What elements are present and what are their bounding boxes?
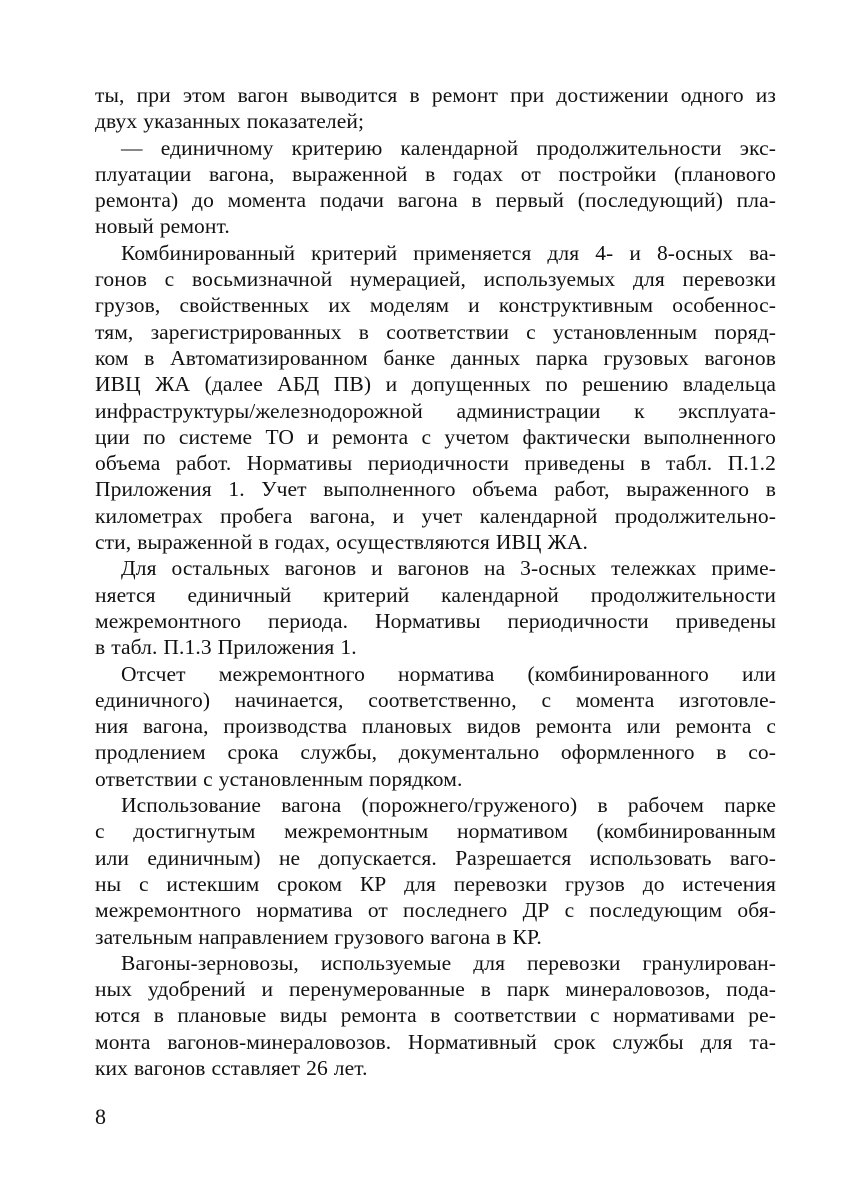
text-line: няется единичный критерий календарной продолжительности <box>95 582 776 607</box>
text-line: ных удобрений и перенумерованные в парк минераловозов, пода- <box>95 977 776 1002</box>
text-line: гонов с восьмизначной нумерацией, используемых для перевозки <box>95 267 776 292</box>
text-line: плуатации вагона, выраженной в годах от постройки (планового <box>95 161 776 186</box>
text-line: Отсчет межремонтного норматива (комбинированного или <box>121 661 776 686</box>
text-line: ты, при этом вагон выводится в ремонт при достижении одного из <box>95 83 776 107</box>
text-line: — единичному критерию календарной продолжительности экс- <box>121 135 776 160</box>
paragraph <box>95 661 776 792</box>
paragraph <box>95 792 776 950</box>
text-line: ремонта) до момента подачи вагона в первый (последующий) пла- <box>95 188 776 213</box>
text-line: Использование вагона (порожнего/груженого) в рабочем парке <box>121 793 776 818</box>
text-line: двух указанных показателей; <box>95 109 365 134</box>
text-line: километрах пробега вагона, и учет календарной продолжительно- <box>95 503 776 528</box>
text-line: Комбинированный критерий применяется для 4- и 8-осных ва- <box>121 240 776 265</box>
text-line: ются в плановые виды ремонта в соответствии с нормативами ре- <box>95 1003 776 1028</box>
text-line: ны с истекшим сроком КР для перевозки грузов до истечения <box>95 871 776 896</box>
text-line: грузов, свойственных их моделям и конструктивным особеннос- <box>95 293 776 318</box>
page-number: 8 <box>95 1104 106 1129</box>
text-line: тям, зарегистрированных в соответствии с установленным поряд- <box>95 319 776 344</box>
text-line: продлением срока службы, документально оформленного в со- <box>95 740 776 765</box>
text-line: Приложения 1. Учет выполненного объема работ, выраженного в <box>95 477 776 502</box>
text-line: единичного) начинается, соответственно, с момента изготовле- <box>95 687 776 712</box>
text-line: ких вагонов сставляет 26 лет. <box>95 1055 368 1080</box>
text-line: ния вагона, производства плановых видов ремонта или ремонта с <box>95 714 776 739</box>
text-line: Вагоны-зерновозы, используемые для перевозки гранулирован- <box>121 950 776 975</box>
text-line: инфраструктуры/железнодорожной администрации к эксплуата- <box>95 398 776 423</box>
text-line: Для остальных вагонов и вагонов на 3-осных тележках приме- <box>121 556 776 581</box>
paragraph <box>95 135 776 240</box>
paragraph <box>95 950 776 1081</box>
text-line: с достигнутым межремонтным нормативом (комбинированным <box>95 819 776 844</box>
text-line: зательным направлением грузового вагона в КР. <box>95 924 542 949</box>
text-line: ИВЦ ЖА (далее АБД ПВ) и допущенных по решению владельца <box>95 372 776 397</box>
paragraph <box>95 82 776 135</box>
text-line: новый ремонт. <box>95 214 230 239</box>
text-line: ответствии с установленным порядком. <box>95 766 463 791</box>
text-line: монта вагонов-минераловозов. Нормативный срок службы для та- <box>95 1029 776 1054</box>
text-line: объема работ. Нормативы периодичности приведены в табл. П.1.2 <box>95 451 776 476</box>
text-line: ции по системе ТО и ремонта с учетом фактически выполненного <box>95 424 776 449</box>
text-line: ком в Автоматизированном банке данных парка грузовых вагонов <box>95 345 776 370</box>
text-line: сти, выраженной в годах, осуществляются ИВЦ ЖА. <box>95 530 588 555</box>
text-line: или единичным) не допускается. Разрешается использовать ваго- <box>95 845 776 870</box>
paragraph <box>95 240 776 556</box>
text-block <box>95 82 776 1081</box>
text-line: межремонтного норматива от последнего ДР с последующим обя- <box>95 898 776 923</box>
text-line: межремонтного периода. Нормативы периодичности приведены <box>95 608 776 633</box>
text-line: в табл. П.1.3 Приложения 1. <box>95 635 357 660</box>
paragraph <box>95 555 776 660</box>
